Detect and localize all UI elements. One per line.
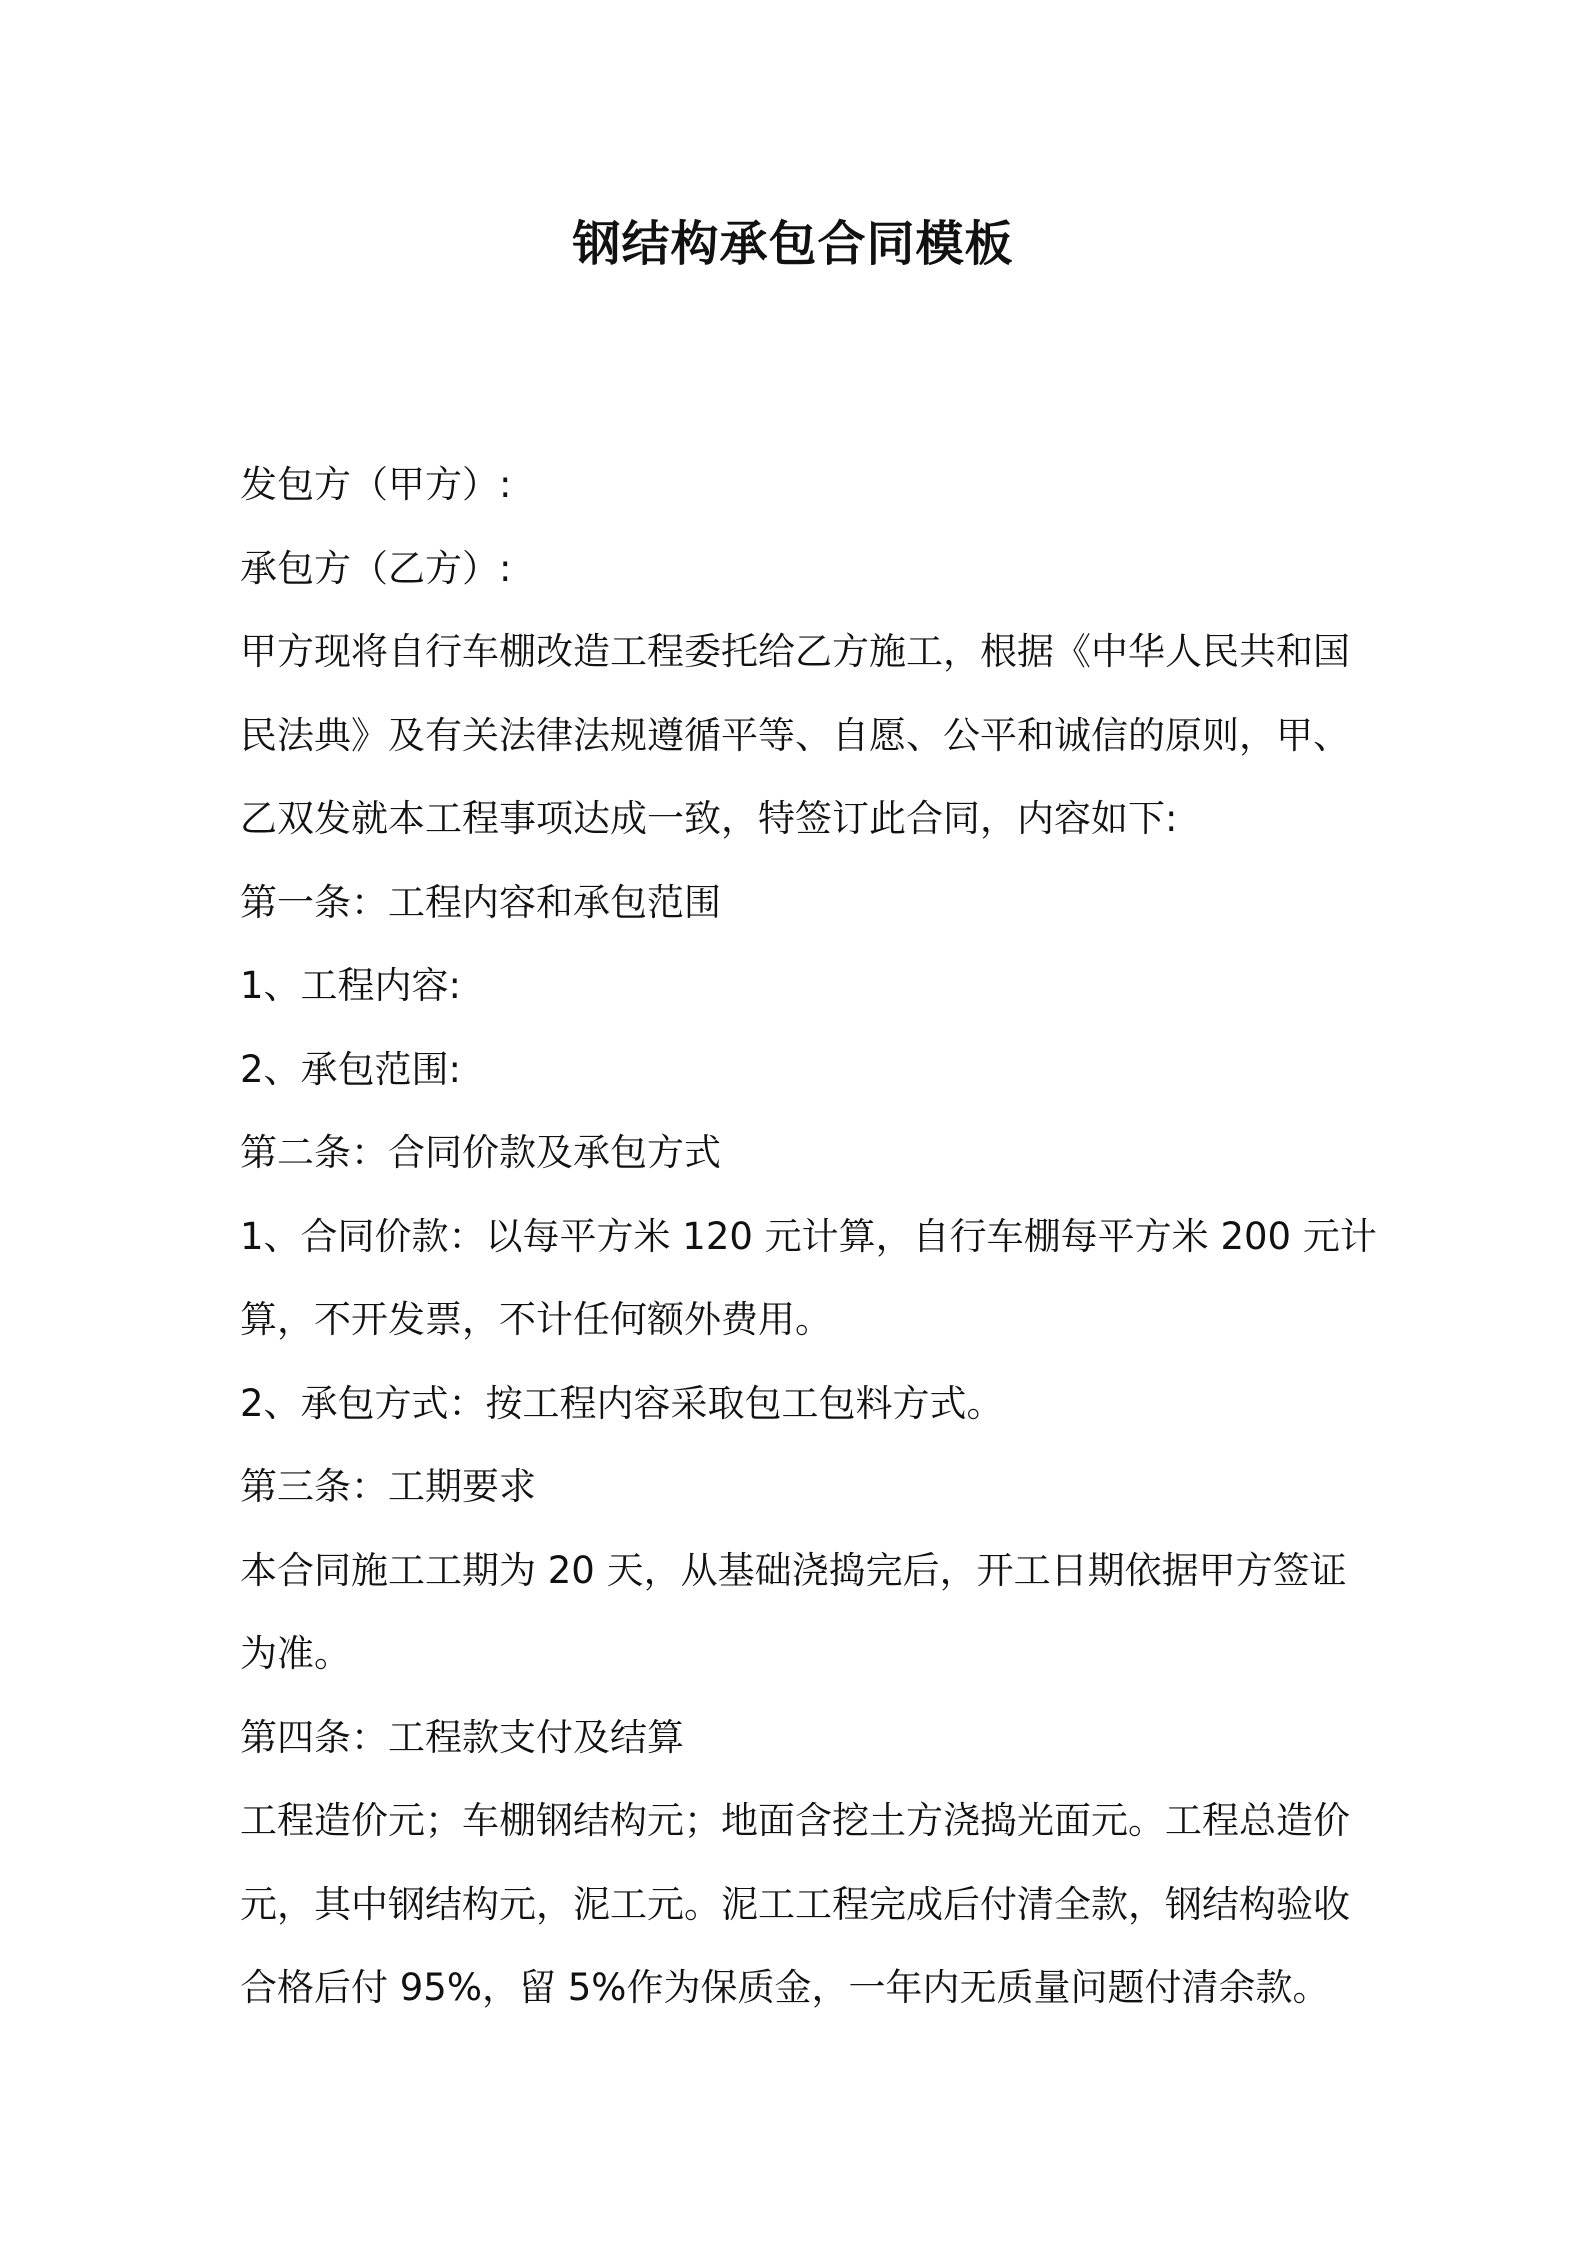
document-body bbox=[240, 443, 1377, 2030]
article-4-text-line-1: 工程造价元；车棚钢结构元；地面含挖土方浇捣光面元。工程总造价 bbox=[240, 1799, 1350, 1842]
intro-line-1: 甲方现将自行车棚改造工程委托给乙方施工，根据《中华人民共和国 bbox=[240, 630, 1350, 673]
document-title: 钢结构承包合同模板 bbox=[572, 216, 1014, 272]
article-1-item-1: 1、工程内容: bbox=[240, 964, 462, 1007]
intro-line-2: 民法典》及有关法律法规遵循平等、自愿、公平和诚信的原则，甲、 bbox=[240, 713, 1350, 757]
intro-line-3: 乙双发就本工程事项达成一致，特签订此合同，内容如下: bbox=[240, 797, 1178, 840]
party-a-line: 发包方（甲方）: bbox=[240, 463, 512, 506]
article-3-text-line-1: 本合同施工工期为 20 天，从基础浇捣完后，开工日期依据甲方签证 bbox=[240, 1548, 1347, 1592]
article-3-heading: 第三条：工期要求 bbox=[240, 1465, 536, 1508]
article-1-heading: 第一条：工程内容和承包范围 bbox=[240, 880, 721, 924]
article-4-text-line-3: 合格后付 95%，留 5%作为保质金，一年内无质量问题付清余款。 bbox=[240, 1966, 1330, 2009]
article-2-item-1-line-2: 算，不开发票，不计任何额外费用。 bbox=[240, 1298, 832, 1341]
party-b-line: 承包方（乙方）: bbox=[240, 546, 512, 590]
article-1-item-2: 2、承包范围: bbox=[240, 1047, 462, 1091]
article-4-text-line-2: 元，其中钢结构元，泥工元。泥工工程完成后付清全款，钢结构验收 bbox=[240, 1882, 1350, 1926]
article-2-item-2: 2、承包方式：按工程内容采取包工包料方式。 bbox=[240, 1381, 1004, 1425]
article-3-text-line-2: 为准。 bbox=[240, 1632, 351, 1675]
article-2-item-1-line-1: 1、合同价款：以每平方米 120 元计算，自行车棚每平方米 200 元计 bbox=[240, 1214, 1377, 1258]
article-2-heading: 第二条：合同价款及承包方式 bbox=[240, 1131, 721, 1174]
article-4-heading: 第四条：工程款支付及结算 bbox=[240, 1715, 684, 1759]
